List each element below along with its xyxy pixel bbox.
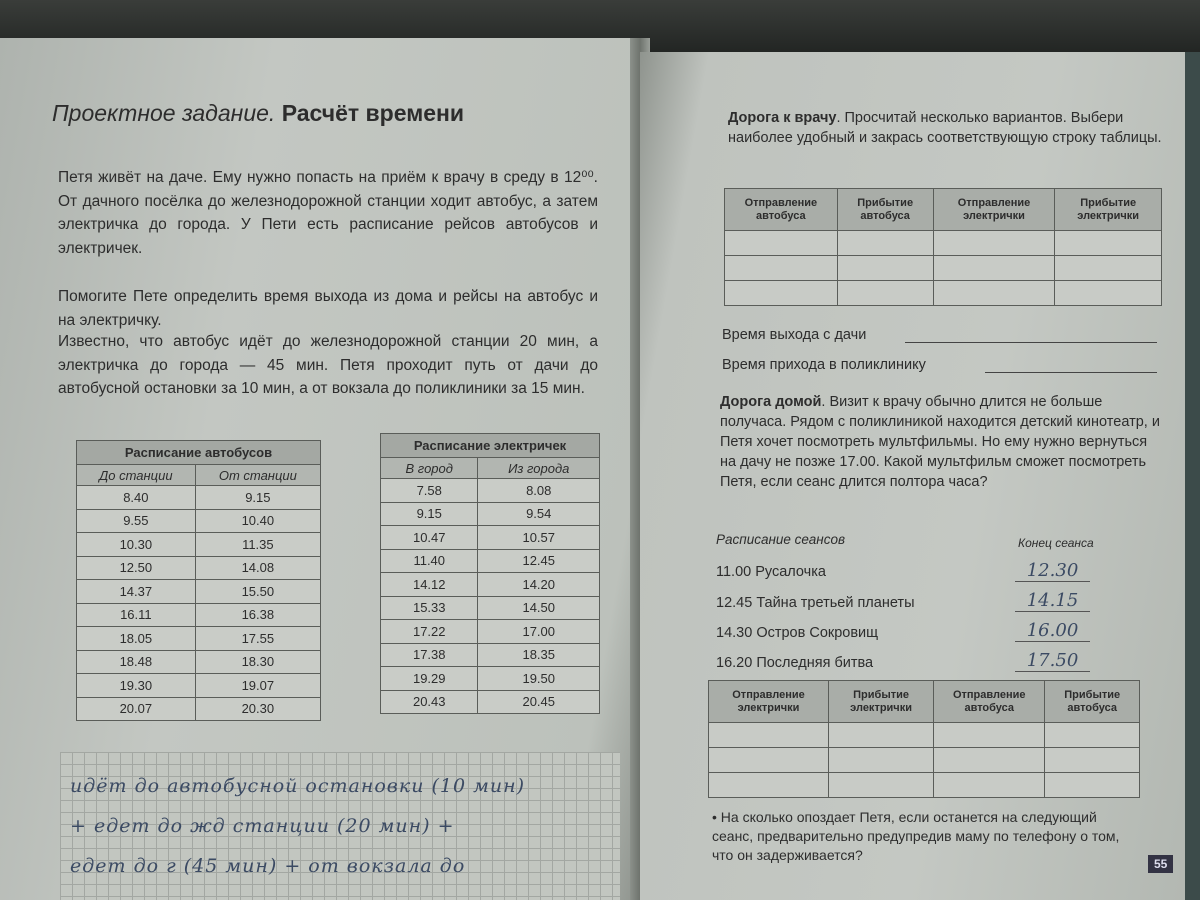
doroga-domoi-block (720, 392, 1160, 492)
t2-header-0: Отправление электрички (709, 681, 829, 723)
session-1-end[interactable]: 12.30 (1015, 560, 1090, 582)
table-row (77, 509, 321, 533)
question-body: На сколько опоздает Петя, если останется на следующий сеанс, предварительно предупредив маму по телефону о том, что он задерживается? (712, 809, 1120, 863)
train-cell: 19.50 (478, 667, 600, 691)
bullet-icon: • (712, 809, 721, 825)
t2-header-1: Прибытие электрички (829, 681, 934, 723)
bus-cell: 11.35 (195, 533, 320, 557)
t2-header-2: Отправление автобуса (934, 681, 1045, 723)
train-cell: 9.54 (478, 502, 600, 526)
table-row (77, 580, 321, 604)
train-cell: 8.08 (478, 479, 600, 503)
t2-header-3: Прибытие автобуса (1045, 681, 1140, 723)
table-row[interactable] (709, 773, 1140, 798)
table-row (381, 690, 600, 714)
to-doctor-table (724, 188, 1162, 306)
train-cell: 7.58 (381, 479, 478, 503)
train-cell: 11.40 (381, 549, 478, 573)
t1-header-2: Отправление электрички (933, 189, 1055, 231)
home-text: . Визит к врачу обычно длится не больше получаса. Рядом с поликлиникой находится детский кинотеатр, и Петя хочет посмотреть мультфильмы. Но ему нужно вернуться на дачу не позже 17.00. Какой мультфильм сможет посмотреть Петя, если сеанс длится полтора часа? (720, 394, 1160, 490)
bus-table-caption: Расписание автобусов (77, 441, 321, 465)
bus-cell: 15.50 (195, 580, 320, 604)
question-text (712, 808, 1140, 865)
bus-cell: 9.55 (77, 509, 196, 533)
bus-cell: 14.08 (195, 556, 320, 580)
table-row (77, 486, 321, 510)
arrive-time-field[interactable] (985, 372, 1157, 373)
train-cell: 20.43 (381, 690, 478, 714)
table-row[interactable] (709, 748, 1140, 773)
doroga-text: . Просчитай несколько вариантов. Выбери наиболее удобный и закрась соответствующую строку таблицы. (728, 110, 1162, 146)
bus-cell: 8.40 (77, 486, 196, 510)
session-4-end[interactable]: 17.50 (1015, 650, 1090, 672)
title-italic: Проектное задание. (52, 100, 276, 126)
session-2-name: 12.45 Тайна третьей планеты (716, 595, 915, 611)
bus-cell: 16.11 (77, 603, 196, 627)
title-bold: Расчёт времени (281, 100, 465, 126)
train-cell: 19.29 (381, 667, 478, 691)
sessions-label: Расписание сеансов (716, 532, 846, 547)
bus-col-to-station: До станции (77, 465, 196, 486)
bus-cell: 20.30 (195, 697, 320, 721)
bus-schedule-table (76, 440, 321, 721)
session-2-end[interactable]: 14.15 (1015, 590, 1090, 612)
table-row (381, 596, 600, 620)
bus-cell: 12.50 (77, 556, 196, 580)
bus-cell: 20.07 (77, 697, 196, 721)
table-row (77, 674, 321, 698)
train-cell: 9.15 (381, 502, 478, 526)
task-paragraph: Помогите Пете определить время выхода из дома и рейсы на автобус и на электричку. (58, 288, 598, 329)
train-table-caption: Расписание электричек (381, 434, 600, 458)
intro-paragraph: Петя живёт на даче. Ему нужно попасть на приём к врачу в среду в 12⁰⁰. От дачного посёлка до железнодорожной станции ходит автобус, а затем электричка до города. У Пети есть расписание рейсов автобусов и электричек. (58, 169, 598, 257)
table-row[interactable] (725, 256, 1162, 281)
train-cell: 20.45 (478, 690, 600, 714)
train-cell: 15.33 (381, 596, 478, 620)
train-col-to-city: В город (381, 458, 478, 479)
train-cell: 14.20 (478, 573, 600, 597)
table-row (381, 620, 600, 644)
arrive-time-label: Время прихода в поликлинику (722, 357, 926, 373)
table-row (381, 479, 600, 503)
train-cell: 10.57 (478, 526, 600, 550)
train-schedule-table (380, 433, 600, 714)
bus-cell: 18.05 (77, 627, 196, 651)
session-4-name: 16.20 Последняя битва (716, 655, 874, 671)
home-title: Дорога домой (720, 394, 822, 410)
table-row[interactable] (725, 281, 1162, 306)
bus-cell: 9.15 (195, 486, 320, 510)
handwritten-line-1: идёт до автобусной остановки (10 мин) (70, 775, 526, 797)
bus-cell: 18.48 (77, 650, 196, 674)
handwritten-line-3: едет до г (45 мин) + от вокзала до (70, 855, 466, 877)
train-cell: 14.50 (478, 596, 600, 620)
exit-time-field[interactable] (905, 342, 1157, 343)
table-row (77, 533, 321, 557)
doroga-title: Дорога к врачу (728, 110, 837, 126)
table-row (77, 556, 321, 580)
table-row (77, 697, 321, 721)
session-3-end[interactable]: 16.00 (1015, 620, 1090, 642)
bus-cell: 10.30 (77, 533, 196, 557)
bus-cell: 17.55 (195, 627, 320, 651)
handwritten-line-2: + едет до жд станции (20 мин) + (70, 815, 455, 837)
table-row[interactable] (725, 231, 1162, 256)
bus-cell: 18.30 (195, 650, 320, 674)
table-row (77, 603, 321, 627)
train-cell: 17.38 (381, 643, 478, 667)
bus-cell: 14.37 (77, 580, 196, 604)
train-cell: 17.22 (381, 620, 478, 644)
doroga-k-vrachu-block (728, 108, 1163, 148)
facts-paragraph: Известно, что автобус идёт до железнодорожной станции 20 мин, а электричка до города — 45 мин. Петя проходит путь от дачи до автобусной остановки за 10 мин, а от вокзала до поликлиники за 15 мин. (58, 333, 598, 397)
t1-header-1: Прибытие автобуса (837, 189, 933, 231)
table-row (381, 667, 600, 691)
bus-cell: 10.40 (195, 509, 320, 533)
train-cell: 17.00 (478, 620, 600, 644)
table-row (381, 549, 600, 573)
return-home-table (708, 680, 1140, 798)
table-row[interactable] (709, 723, 1140, 748)
session-3-name: 14.30 Остров Сокровищ (716, 625, 879, 641)
train-col-from-city: Из города (478, 458, 600, 479)
session-1-name: 11.00 Русалочка (716, 564, 826, 580)
t1-header-3: Прибытие электрички (1055, 189, 1162, 231)
book-edge (1185, 52, 1200, 900)
end-label: Конец сеанса (1018, 536, 1094, 550)
bus-cell: 16.38 (195, 603, 320, 627)
table-row (381, 573, 600, 597)
page-title (52, 100, 464, 127)
bus-cell: 19.07 (195, 674, 320, 698)
bus-col-from-station: От станции (195, 465, 320, 486)
table-row (381, 502, 600, 526)
exit-time-label: Время выхода с дачи (722, 327, 867, 343)
table-row (381, 643, 600, 667)
table-row (77, 627, 321, 651)
bus-cell: 19.30 (77, 674, 196, 698)
train-cell: 12.45 (478, 549, 600, 573)
table-row (77, 650, 321, 674)
train-cell: 10.47 (381, 526, 478, 550)
train-cell: 18.35 (478, 643, 600, 667)
table-row (381, 526, 600, 550)
t1-header-0: Отправление автобуса (725, 189, 838, 231)
train-cell: 14.12 (381, 573, 478, 597)
page-number: 55 (1148, 855, 1173, 873)
